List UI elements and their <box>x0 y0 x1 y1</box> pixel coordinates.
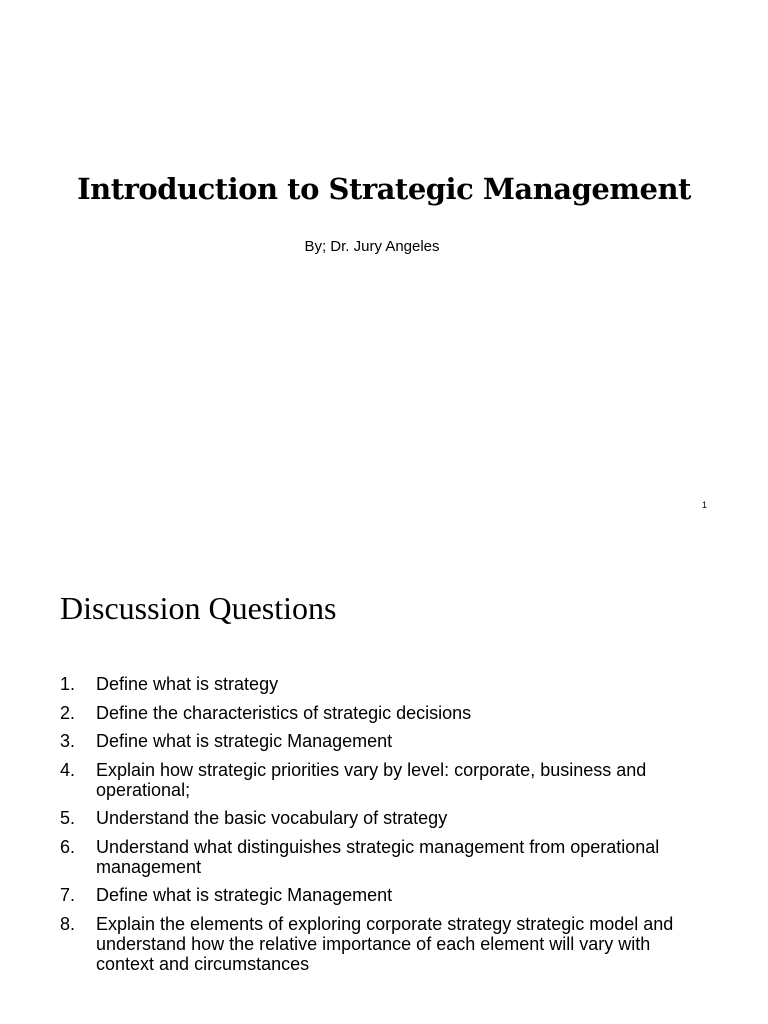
list-item-number: 6. <box>60 836 76 857</box>
question-list <box>0 674 768 982</box>
list-item-number: 4. <box>60 759 76 780</box>
list-item-number: 5. <box>60 808 76 828</box>
list-item-text: Explain the elements of exploring corporate strategy strategic model and understand how the relative importance of each element will vary with context and circumstances <box>96 913 674 974</box>
discussion-heading: Discussion Questions <box>60 590 337 626</box>
list-item-text: Define what is strategic Management <box>96 731 393 751</box>
list-item-text: Define what is strategy <box>96 674 279 694</box>
author-line: By; Dr. Jury Angeles <box>304 238 440 255</box>
list-item-number: 2. <box>60 702 76 723</box>
list-item <box>0 837 768 877</box>
list-item <box>0 731 768 751</box>
list-item-text: Explain how strategic priorities vary by level: corporate, business and operational; <box>96 759 647 800</box>
list-item-number: 7. <box>60 885 76 905</box>
list-item-text: Define the characteristics of strategic decisions <box>96 702 472 723</box>
list-item <box>0 914 768 974</box>
page-number: 1 <box>702 500 708 510</box>
list-item <box>0 674 768 694</box>
slide-title: Introduction to Strategic Management <box>77 172 691 206</box>
list-item-text: Understand what distinguishes strategic management from operational management <box>96 836 660 877</box>
list-item-number: 1. <box>60 674 76 694</box>
list-item <box>0 760 768 800</box>
list-item <box>0 808 768 828</box>
list-item <box>0 885 768 905</box>
list-item-number: 3. <box>60 731 76 751</box>
list-item-text: Understand the basic vocabulary of strategy <box>96 808 448 828</box>
list-item <box>0 703 768 723</box>
list-item-number: 8. <box>60 913 76 934</box>
list-item-text: Define what is strategic Management <box>96 885 393 905</box>
discussion-slide <box>0 540 768 1024</box>
